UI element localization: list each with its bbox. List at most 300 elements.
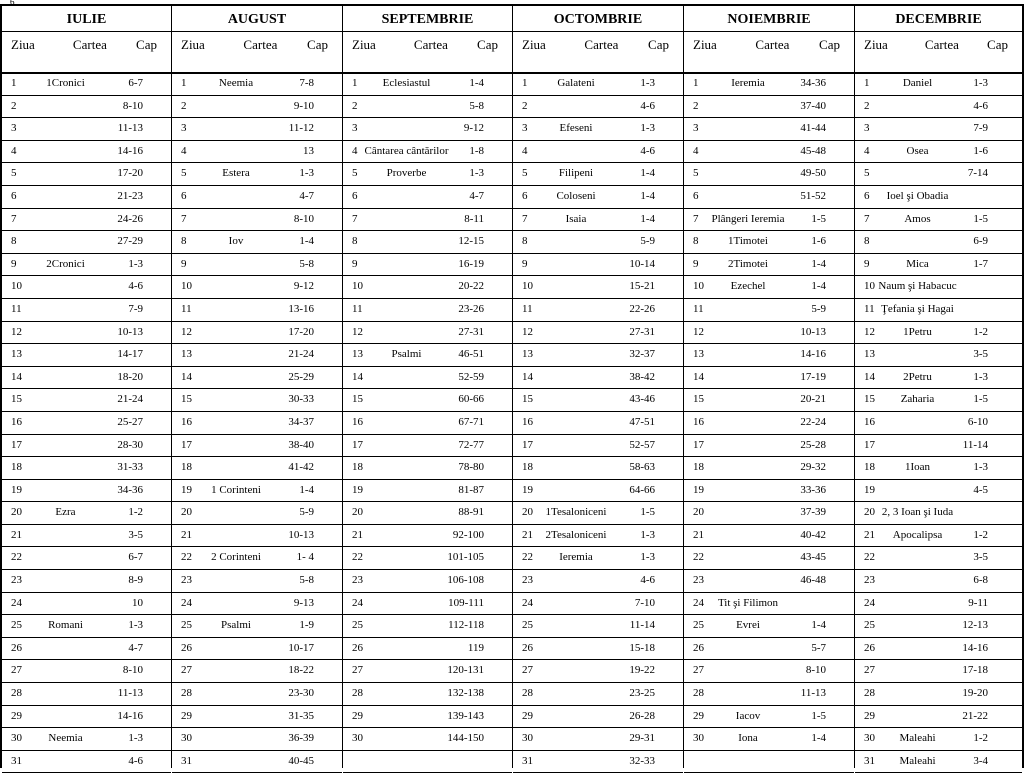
book-cell: Neemia — [48, 732, 83, 745]
chapter-cell: 18-20 — [117, 370, 143, 383]
day-cell: 10 — [522, 280, 533, 293]
table-row — [684, 118, 854, 141]
day-cell: 16 — [11, 415, 22, 428]
day-cell: 1 — [11, 77, 17, 89]
table-row — [343, 525, 512, 548]
day-cell: 4 — [11, 144, 17, 157]
chapter-cell: 5-8 — [299, 257, 314, 270]
chapter-cell: 22-24 — [800, 415, 826, 428]
day-cell: 17 — [352, 438, 363, 451]
month-column-octombrie — [512, 4, 683, 768]
chapter-cell: 51-52 — [800, 189, 826, 202]
table-row — [172, 706, 342, 729]
book-cell: Eclesiastul — [382, 77, 431, 89]
day-cell: 6 — [11, 189, 17, 202]
chapter-cell: 10-13 — [288, 528, 314, 541]
table-row — [684, 163, 854, 186]
table-row — [684, 141, 854, 164]
table-row — [172, 118, 342, 141]
day-cell: 18 — [693, 461, 704, 474]
table-row — [2, 751, 171, 773]
day-cell: 1 — [693, 77, 699, 89]
table-row — [172, 367, 342, 390]
chapter-cell: 4-6 — [640, 574, 655, 587]
day-cell: 30 — [352, 732, 363, 745]
chapter-cell: 1-6 — [973, 144, 988, 157]
chapter-cell: 17-20 — [117, 167, 143, 180]
table-row — [684, 706, 854, 729]
chapter-cell: 4-7 — [469, 189, 484, 202]
chapter-cell: 24-26 — [117, 212, 143, 225]
day-cell: 2 — [693, 99, 699, 112]
day-cell: 30 — [181, 732, 192, 745]
day-cell: 6 — [181, 189, 187, 202]
month-rows — [172, 73, 342, 773]
chapter-cell: 41-42 — [288, 461, 314, 474]
table-row — [513, 615, 683, 638]
chapter-cell: 4-6 — [128, 754, 143, 767]
book-cell: Mica — [906, 257, 929, 270]
book-cell: Proverbe — [386, 167, 427, 180]
table-row — [343, 728, 512, 751]
header-chapter: Cap — [987, 37, 1008, 52]
day-cell: 5 — [352, 167, 358, 180]
chapter-cell: 11-12 — [288, 122, 314, 135]
table-row — [2, 254, 171, 277]
day-cell: 17 — [11, 438, 22, 451]
day-cell: 5 — [864, 167, 870, 180]
month-column-iulie — [0, 4, 171, 768]
day-cell: 24 — [352, 596, 363, 609]
month-column-august — [171, 4, 342, 768]
table-row — [172, 638, 342, 661]
chapter-cell: 11-14 — [629, 619, 655, 632]
day-cell: 17 — [864, 438, 875, 451]
chapter-cell: 52-57 — [629, 438, 655, 451]
day-cell: 5 — [11, 167, 17, 180]
table-row — [172, 502, 342, 525]
chapter-cell: 1-2 — [128, 506, 143, 519]
day-cell: 27 — [864, 664, 875, 677]
day-cell: 11 — [352, 302, 363, 315]
day-cell: 2 — [522, 99, 528, 112]
chapter-cell: 5-9 — [640, 235, 655, 248]
chapter-cell: 1-4 — [299, 235, 314, 248]
day-cell: 5 — [181, 167, 187, 180]
table-row — [855, 457, 1022, 480]
day-cell: 28 — [693, 687, 704, 700]
table-row — [855, 389, 1022, 412]
day-cell: 1 — [864, 77, 870, 89]
table-row — [855, 683, 1022, 706]
table-row — [513, 231, 683, 254]
day-cell: 12 — [864, 325, 875, 338]
day-cell: 21 — [522, 528, 533, 541]
book-cell: Tit şi Filimon — [717, 596, 779, 609]
chapter-cell: 30-33 — [288, 393, 314, 406]
chapter-cell: 1-4 — [811, 257, 826, 270]
day-cell: 27 — [181, 664, 192, 677]
day-cell: 16 — [693, 415, 704, 428]
chapter-cell: 1-5 — [811, 212, 826, 225]
chapter-cell: 32-33 — [629, 754, 655, 767]
chapter-cell: 4-6 — [640, 144, 655, 157]
book-cell: Neemia — [218, 77, 254, 89]
chapter-cell: 21-24 — [288, 348, 314, 361]
day-cell: 21 — [693, 528, 704, 541]
chapter-cell: 1- 4 — [296, 551, 314, 564]
table-row — [2, 457, 171, 480]
book-cell: Romani — [48, 619, 83, 632]
book-cell: Zaharia — [900, 393, 935, 406]
chapter-cell: 112-118 — [448, 619, 484, 632]
table-row — [2, 231, 171, 254]
column-headers — [2, 32, 171, 74]
table-row — [513, 186, 683, 209]
column-headers — [513, 32, 683, 74]
book-cell: 2Cronici — [46, 257, 85, 270]
table-row — [855, 638, 1022, 661]
table-row — [513, 73, 683, 96]
day-cell: 7 — [352, 212, 358, 225]
table-row — [2, 163, 171, 186]
table-row — [513, 728, 683, 751]
header-day: Ziua — [864, 37, 888, 52]
day-cell: 6 — [352, 189, 358, 202]
table-row — [684, 593, 854, 616]
day-cell: 21 — [11, 528, 22, 541]
chapter-cell: 17-20 — [288, 325, 314, 338]
table-row — [684, 254, 854, 277]
chapter-cell: 6-7 — [128, 551, 143, 564]
table-row — [172, 209, 342, 232]
day-cell: 27 — [522, 664, 533, 677]
chapter-cell: 34-36 — [800, 77, 826, 89]
table-row — [684, 638, 854, 661]
header-day: Ziua — [693, 37, 717, 52]
table-row — [855, 344, 1022, 367]
table-row — [684, 502, 854, 525]
month-column-decembrie — [854, 4, 1024, 768]
chapter-cell: 1-3 — [640, 551, 655, 564]
day-cell: 11 — [864, 302, 875, 315]
day-cell: 25 — [11, 619, 22, 632]
book-cell: Daniel — [902, 77, 933, 89]
chapter-cell: 9-13 — [293, 596, 314, 609]
day-cell: 15 — [864, 393, 875, 406]
chapter-cell: 52-59 — [458, 370, 484, 383]
table-row — [855, 322, 1022, 345]
chapter-cell: 58-63 — [629, 461, 655, 474]
column-headers — [343, 32, 512, 74]
chapter-cell: 1-4 — [299, 483, 314, 496]
day-cell: 19 — [864, 483, 875, 496]
chapter-cell: 21-22 — [962, 709, 988, 722]
table-row — [2, 389, 171, 412]
chapter-cell: 25-27 — [117, 415, 143, 428]
table-row — [513, 593, 683, 616]
day-cell: 12 — [352, 325, 363, 338]
chapter-cell: 1-3 — [973, 461, 988, 474]
month-title: IULIE — [2, 9, 171, 32]
table-row — [172, 547, 342, 570]
chapter-cell: 81-87 — [458, 483, 484, 496]
corner-mark: 6 — [10, 0, 15, 7]
day-cell: 7 — [522, 212, 528, 225]
chapter-cell: 6-8 — [973, 574, 988, 587]
table-row — [684, 344, 854, 367]
table-row — [513, 457, 683, 480]
chapter-cell: 1-5 — [640, 506, 655, 519]
header-chapter: Cap — [648, 37, 669, 52]
table-row — [343, 660, 512, 683]
chapter-cell: 1-3 — [640, 528, 655, 541]
header-day: Ziua — [181, 37, 205, 52]
chapter-cell: 25-28 — [800, 438, 826, 451]
table-row — [684, 435, 854, 458]
table-row — [172, 660, 342, 683]
book-cell: Filipeni — [558, 167, 594, 180]
chapter-cell: 26-28 — [629, 709, 655, 722]
chapter-cell: 40-45 — [288, 754, 314, 767]
chapter-cell: 13-16 — [288, 302, 314, 315]
table-row — [513, 412, 683, 435]
chapter-cell: 25-29 — [288, 370, 314, 383]
day-cell: 31 — [11, 754, 22, 767]
chapter-cell: 23-26 — [458, 302, 484, 315]
day-cell: 22 — [522, 551, 533, 564]
chapter-cell: 23-25 — [629, 687, 655, 700]
table-row — [855, 299, 1022, 322]
day-cell: 2 — [11, 99, 17, 112]
day-cell: 26 — [11, 641, 22, 654]
table-row — [172, 593, 342, 616]
table-row — [684, 322, 854, 345]
chapter-cell: 41-44 — [800, 122, 826, 135]
table-row — [684, 480, 854, 503]
day-cell: 21 — [352, 528, 363, 541]
table-row — [684, 73, 854, 96]
day-cell: 7 — [864, 212, 870, 225]
chapter-cell: 1-4 — [811, 280, 826, 293]
table-row — [172, 73, 342, 96]
chapter-cell: 9-12 — [463, 122, 484, 135]
day-cell: 25 — [352, 619, 363, 632]
table-row — [855, 186, 1022, 209]
day-cell: 30 — [693, 732, 704, 745]
day-cell: 30 — [11, 732, 22, 745]
header-book: Cartea — [584, 37, 619, 52]
table-row — [855, 615, 1022, 638]
day-cell: 22 — [11, 551, 22, 564]
table-row — [513, 141, 683, 164]
table-row — [513, 683, 683, 706]
table-row — [2, 141, 171, 164]
chapter-cell: 10 — [132, 596, 143, 609]
day-cell: 12 — [693, 325, 704, 338]
day-cell: 25 — [864, 619, 875, 632]
day-cell: 28 — [864, 687, 875, 700]
chapter-cell: 14-17 — [117, 348, 143, 361]
chapter-cell: 6-9 — [973, 235, 988, 248]
chapter-cell: 33-36 — [800, 483, 826, 496]
day-cell: 6 — [864, 189, 870, 202]
chapter-cell: 10-13 — [117, 325, 143, 338]
day-cell: 23 — [181, 574, 192, 587]
chapter-cell: 132-138 — [447, 687, 484, 700]
table-row — [2, 706, 171, 729]
day-cell: 22 — [864, 551, 875, 564]
book-cell: Estera — [222, 167, 250, 180]
table-row — [172, 480, 342, 503]
chapter-cell: 120-131 — [447, 664, 484, 677]
table-row — [343, 435, 512, 458]
chapter-cell: 21-24 — [117, 393, 143, 406]
chapter-cell: 1-4 — [640, 189, 655, 202]
table-row — [172, 570, 342, 593]
table-row — [2, 728, 171, 751]
chapter-cell: 3-5 — [973, 348, 988, 361]
day-cell: 24 — [11, 596, 22, 609]
chapter-cell: 4-7 — [128, 641, 143, 654]
table-row — [855, 96, 1022, 119]
column-headers — [172, 32, 342, 74]
day-cell: 18 — [11, 461, 22, 474]
table-row — [343, 276, 512, 299]
table-row — [513, 660, 683, 683]
day-cell: 20 — [181, 506, 192, 519]
day-cell: 7 — [181, 212, 187, 225]
month-rows — [2, 73, 171, 773]
day-cell: 22 — [693, 551, 704, 564]
table-row — [684, 660, 854, 683]
day-cell: 20 — [522, 506, 533, 519]
day-cell: 4 — [352, 144, 358, 157]
chapter-cell: 6-7 — [128, 77, 143, 89]
month-title: AUGUST — [172, 9, 342, 32]
table-row — [855, 547, 1022, 570]
table-row — [855, 118, 1022, 141]
day-cell: 7 — [11, 212, 17, 225]
chapter-cell: 5-7 — [811, 641, 826, 654]
table-row — [513, 209, 683, 232]
chapter-cell: 19-20 — [962, 687, 988, 700]
table-row — [172, 322, 342, 345]
chapter-cell: 14-16 — [962, 641, 988, 654]
month-title: NOIEMBRIE — [684, 9, 854, 32]
day-cell: 8 — [11, 235, 17, 248]
month-rows — [684, 73, 854, 773]
header-chapter: Cap — [477, 37, 498, 52]
table-row — [172, 728, 342, 751]
table-row — [684, 751, 854, 773]
table-row — [172, 525, 342, 548]
table-row — [2, 118, 171, 141]
table-row — [684, 299, 854, 322]
chapter-cell: 8-10 — [293, 212, 314, 225]
chapter-cell: 1-3 — [973, 77, 988, 89]
month-column-noiembrie — [683, 4, 854, 768]
table-row — [343, 186, 512, 209]
chapter-cell: 5-9 — [811, 302, 826, 315]
day-cell: 27 — [693, 664, 704, 677]
chapter-cell: 1-3 — [640, 77, 655, 89]
chapter-cell: 119 — [467, 641, 484, 654]
table-row — [172, 96, 342, 119]
chapter-cell: 14-16 — [117, 709, 143, 722]
chapter-cell: 10-17 — [288, 641, 314, 654]
chapter-cell: 32-37 — [629, 348, 655, 361]
month-column-septembrie — [342, 4, 512, 768]
chapter-cell: 9-11 — [968, 596, 988, 609]
day-cell: 8 — [181, 235, 187, 248]
table-row — [684, 728, 854, 751]
day-cell: 26 — [693, 641, 704, 654]
table-row — [855, 73, 1022, 96]
day-cell: 23 — [352, 574, 363, 587]
table-row — [855, 163, 1022, 186]
day-cell: 15 — [11, 393, 22, 406]
day-cell: 16 — [522, 415, 533, 428]
chapter-cell: 1-5 — [811, 709, 826, 722]
table-row — [513, 118, 683, 141]
table-row — [855, 412, 1022, 435]
book-cell: Apocalipsa — [892, 528, 943, 541]
chapter-cell: 16-19 — [458, 257, 484, 270]
table-row — [513, 163, 683, 186]
chapter-cell: 7-10 — [634, 596, 655, 609]
chapter-cell: 5-8 — [469, 99, 484, 112]
day-cell: 9 — [864, 257, 870, 270]
table-row — [343, 118, 512, 141]
column-headers — [855, 32, 1022, 74]
chapter-cell: 5-8 — [299, 574, 314, 587]
chapter-cell: 12-13 — [962, 619, 988, 632]
chapter-cell: 1-2 — [973, 325, 988, 338]
chapter-cell: 7-14 — [967, 167, 988, 180]
day-cell: 16 — [181, 415, 192, 428]
month-rows — [855, 73, 1022, 773]
table-row — [2, 615, 171, 638]
month-rows — [513, 73, 683, 773]
table-row — [2, 547, 171, 570]
day-cell: 23 — [693, 574, 704, 587]
book-cell: Ieremia — [559, 551, 593, 564]
chapter-cell: 15-21 — [629, 280, 655, 293]
chapter-cell: 11-13 — [117, 687, 143, 700]
book-cell: Psalmi — [391, 348, 422, 361]
day-cell: 1 — [522, 77, 528, 89]
day-cell: 15 — [352, 393, 363, 406]
table-row — [855, 209, 1022, 232]
day-cell: 14 — [864, 370, 875, 383]
book-cell: 2, 3 Ioan şi Iuda — [881, 506, 954, 519]
table-row — [2, 683, 171, 706]
table-row — [343, 73, 512, 96]
day-cell: 6 — [693, 189, 699, 202]
day-cell: 20 — [693, 506, 704, 519]
day-cell: 1 — [181, 77, 187, 89]
day-cell: 11 — [693, 302, 704, 315]
table-row — [513, 547, 683, 570]
table-row — [2, 96, 171, 119]
day-cell: 25 — [693, 619, 704, 632]
book-cell: Maleahi — [899, 754, 936, 767]
chapter-cell: 7-8 — [299, 77, 314, 89]
chapter-cell: 10-14 — [629, 257, 655, 270]
day-cell: 22 — [181, 551, 192, 564]
day-cell: 15 — [693, 393, 704, 406]
